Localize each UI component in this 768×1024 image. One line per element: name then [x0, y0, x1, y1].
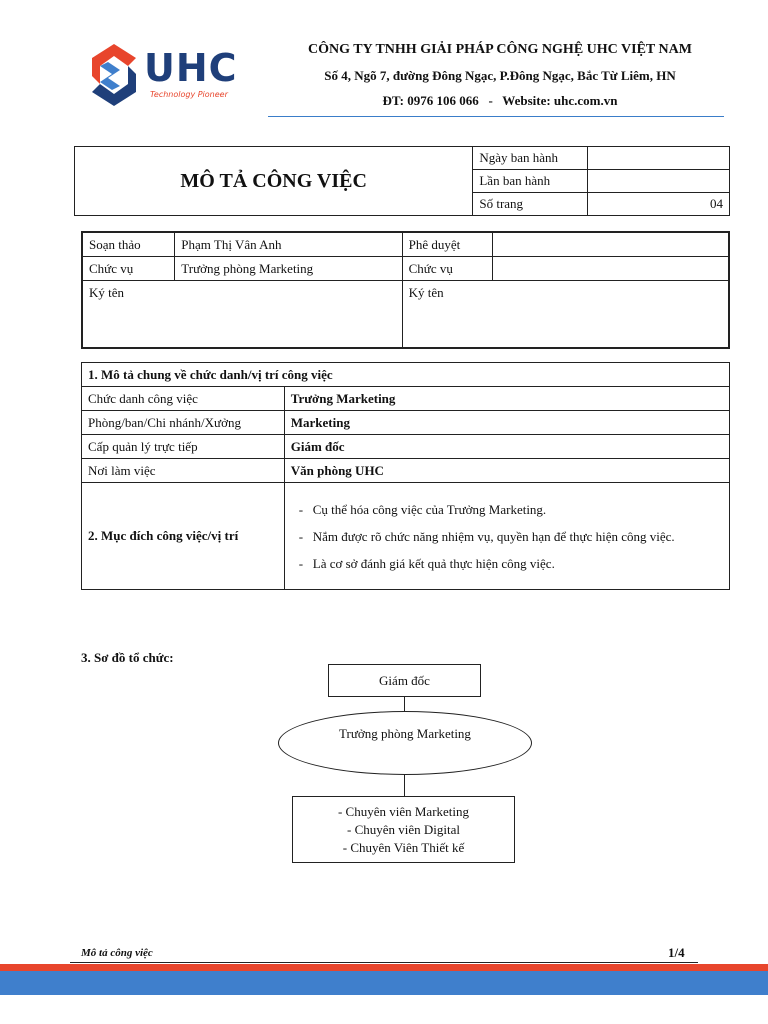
manager-label: Cấp quản lý trực tiếp: [82, 435, 285, 459]
job-title-label: Chức danh công việc: [82, 387, 285, 411]
footer-divider: [70, 962, 698, 963]
issue-date-value: [588, 147, 730, 170]
drafted-name: Phạm Thị Vân Anh: [175, 232, 402, 257]
company-contact: ĐT: 0976 106 066 - Website: uhc.com.vn: [382, 93, 618, 108]
approved-signature-label: Ký tên: [402, 281, 729, 349]
logo-text: UHC: [144, 46, 238, 90]
manager-value: Giám đốc: [284, 435, 729, 459]
logo-tagline: Technology Pioneer: [150, 90, 228, 99]
purpose-cell: [284, 483, 729, 590]
approved-name: [493, 232, 729, 257]
approval-table: [81, 231, 730, 349]
workplace-value: Văn phòng UHC: [284, 459, 729, 483]
header-divider: [268, 116, 724, 117]
drafted-signature-label: Ký tên: [82, 281, 402, 349]
company-name: CÔNG TY TNHH GIẢI PHÁP CÔNG NGHỆ UHC VIỆT NAM: [308, 42, 692, 57]
company-logo: [88, 40, 248, 110]
purpose-item: - Là cơ sở đánh giá kết quả thực hiện công việc.: [299, 550, 723, 577]
page-count-value: 04: [588, 193, 730, 216]
issue-version-label: Lần ban hành: [473, 170, 588, 193]
approved-label: Phê duyệt: [402, 232, 493, 257]
org-staff-box: [292, 796, 515, 863]
org-connector: [404, 696, 405, 712]
org-connector: [404, 774, 405, 797]
purpose-item: - Nắm được rõ chức năng nhiệm vụ, quyền hạn để thực hiện công việc.: [299, 523, 723, 550]
department-label: Phòng/ban/Chi nhánh/Xưởng: [82, 411, 285, 435]
approved-position-label: Chức vụ: [402, 257, 493, 281]
workplace-label: Nơi làm việc: [82, 459, 285, 483]
issue-version-value: [588, 170, 730, 193]
company-address: Số 4, Ngõ 7, đường Đông Ngạc, P.Đông Ngạc, Bắc Từ Liêm, HN: [324, 68, 676, 83]
footer-doc-name: Mô tả công việc: [81, 947, 153, 959]
org-staff-item: - Chuyên viên Digital: [346, 822, 460, 837]
job-title-value: Trưởng Marketing: [284, 387, 729, 411]
document-title: MÔ TẢ CÔNG VIỆC: [75, 147, 473, 216]
job-info-table: [81, 362, 730, 590]
section3-heading: 3. Sơ đồ tổ chức:: [81, 650, 174, 665]
purpose-list: [285, 496, 723, 577]
purpose-item: - Cụ thể hóa công việc của Trưởng Marketing.: [299, 496, 723, 523]
page-count-label: Số trang: [473, 193, 588, 216]
footer-page-number: 1/4: [668, 945, 685, 960]
org-staff-item: - Chuyên viên Marketing: [337, 804, 470, 819]
org-director-box: Giám đốc: [328, 664, 481, 697]
section2-heading: 2. Mục đích công việc/vị trí: [82, 483, 285, 590]
issue-date-label: Ngày ban hành: [473, 147, 588, 170]
org-staff-item: - Chuyên Viên Thiết kế: [342, 840, 465, 855]
footer-band-red: [0, 964, 768, 971]
drafted-position-label: Chức vụ: [82, 257, 175, 281]
footer-band-blue: [0, 971, 768, 995]
drafted-label: Soạn thảo: [82, 232, 175, 257]
approved-position: [493, 257, 729, 281]
org-manager-ellipse: Trưởng phòng Marketing: [278, 711, 532, 775]
department-value: Marketing: [284, 411, 729, 435]
drafted-position: Trưởng phòng Marketing: [175, 257, 402, 281]
section1-heading: 1. Mô tả chung về chức danh/vị trí công việc: [82, 363, 730, 387]
document-title-table: [74, 146, 730, 216]
